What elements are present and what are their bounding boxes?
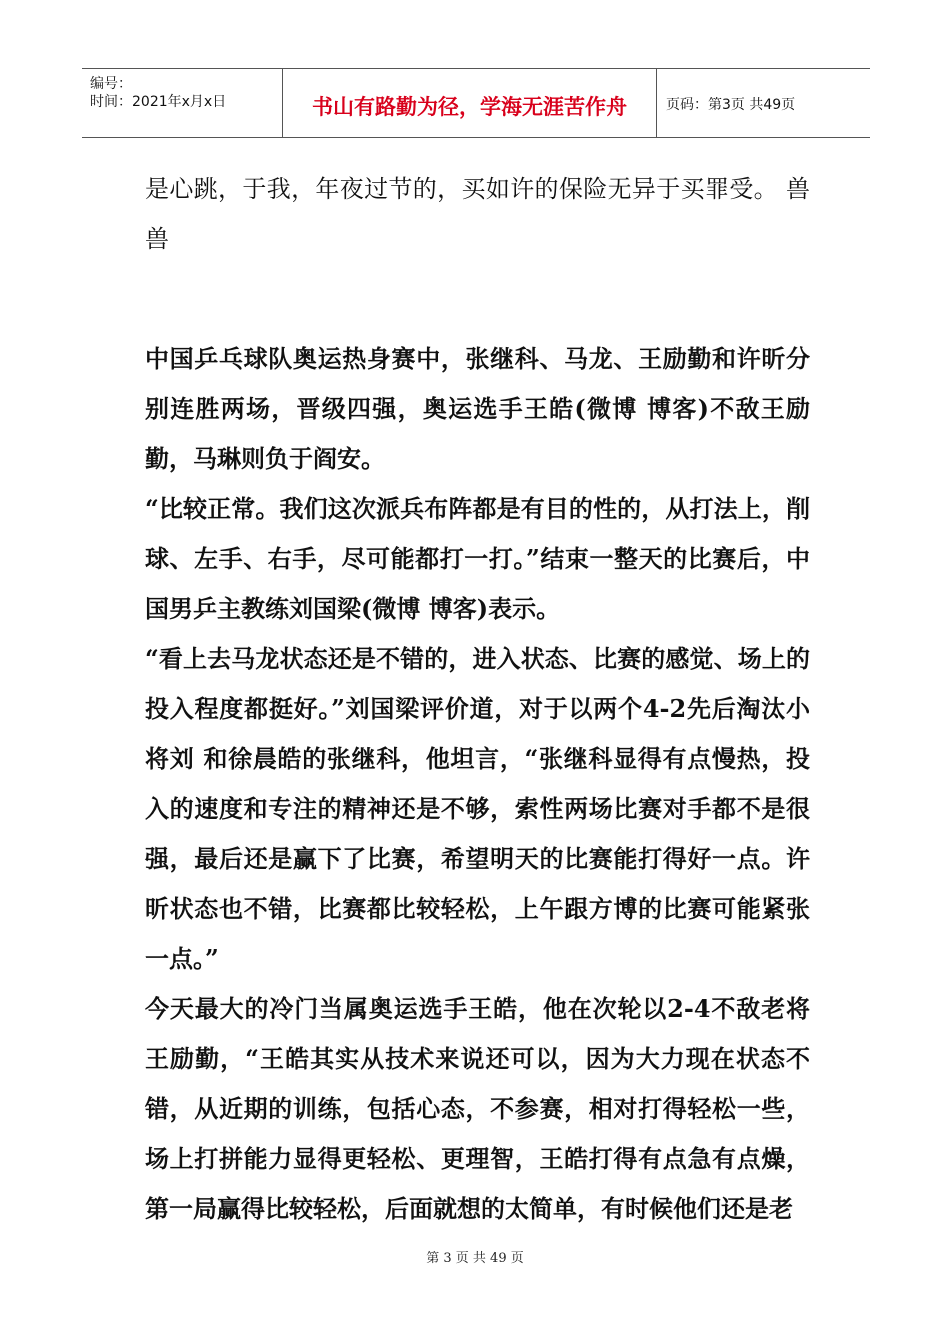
header-motto-cell	[282, 69, 657, 137]
article-paragraph-2: “比较正常。我们这次派兵布阵都是有目的性的，从打法上，削球、左手、右手，尽可能都打一打。”结束一整天的比赛后，中国男乒主教练刘国梁(微博 博客)表示。	[145, 494, 810, 623]
article-body	[145, 334, 810, 1234]
page-footer: 第 3 页 共 49 页	[426, 1251, 524, 1266]
intro-paragraph: 是心跳，于我，年夜过节的，买如许的保险无异于买罪受。 兽兽	[145, 175, 810, 253]
header-page-info: 页码：第3页 共49页	[666, 97, 796, 113]
article-paragraph-1: 中国乒乓球队奥运热身赛中，张继科、马龙、王励勤和许昕分别连胜两场，晋级四强，奥运选手王皓(微博 博客)不敌王励勤，马琳则负于阎安。	[145, 344, 810, 473]
header-motto: 书山有路勤为径，学海无涯苦作舟	[312, 95, 627, 119]
header-meta-cell	[82, 69, 282, 137]
article-paragraph-3: “看上去马龙状态还是不错的，进入状态、比赛的感觉、场上的投入程度都挺好。”刘国梁评价道，对于以两个4-2先后淘汰小将刘 和徐晨皓的张继科，他坦言，“张继科显得有点慢热，投入的速度和专注的精神还是不够，索性两场比赛对手都不是很强，最后还是赢下了比赛，希望明天的比赛能打得好一点。许昕状态也不错，比赛都比较轻松，上午跟方博的比赛可能紧张一点。”	[145, 644, 810, 973]
document-date-label: 时间：2021年x月x日	[90, 94, 227, 110]
header-page-cell	[656, 69, 870, 137]
article-paragraph-4: 今天最大的冷门当属奥运选手王皓，他在次轮以2-4不敌老将王励勤，“王皓其实从技术来说还可以，因为大力现在状态不错，从近期的训练，包括心态，不参赛，相对打得轻松一些，场上打拼能力显得更轻松、更理智，王皓打得有点急有点燥，第一局赢得比较轻松，后面就想的太简单，有时候他们还是老	[145, 994, 810, 1223]
document-number-label: 编号：	[90, 76, 132, 92]
intro-text-block	[145, 164, 810, 264]
page-header	[82, 68, 870, 138]
